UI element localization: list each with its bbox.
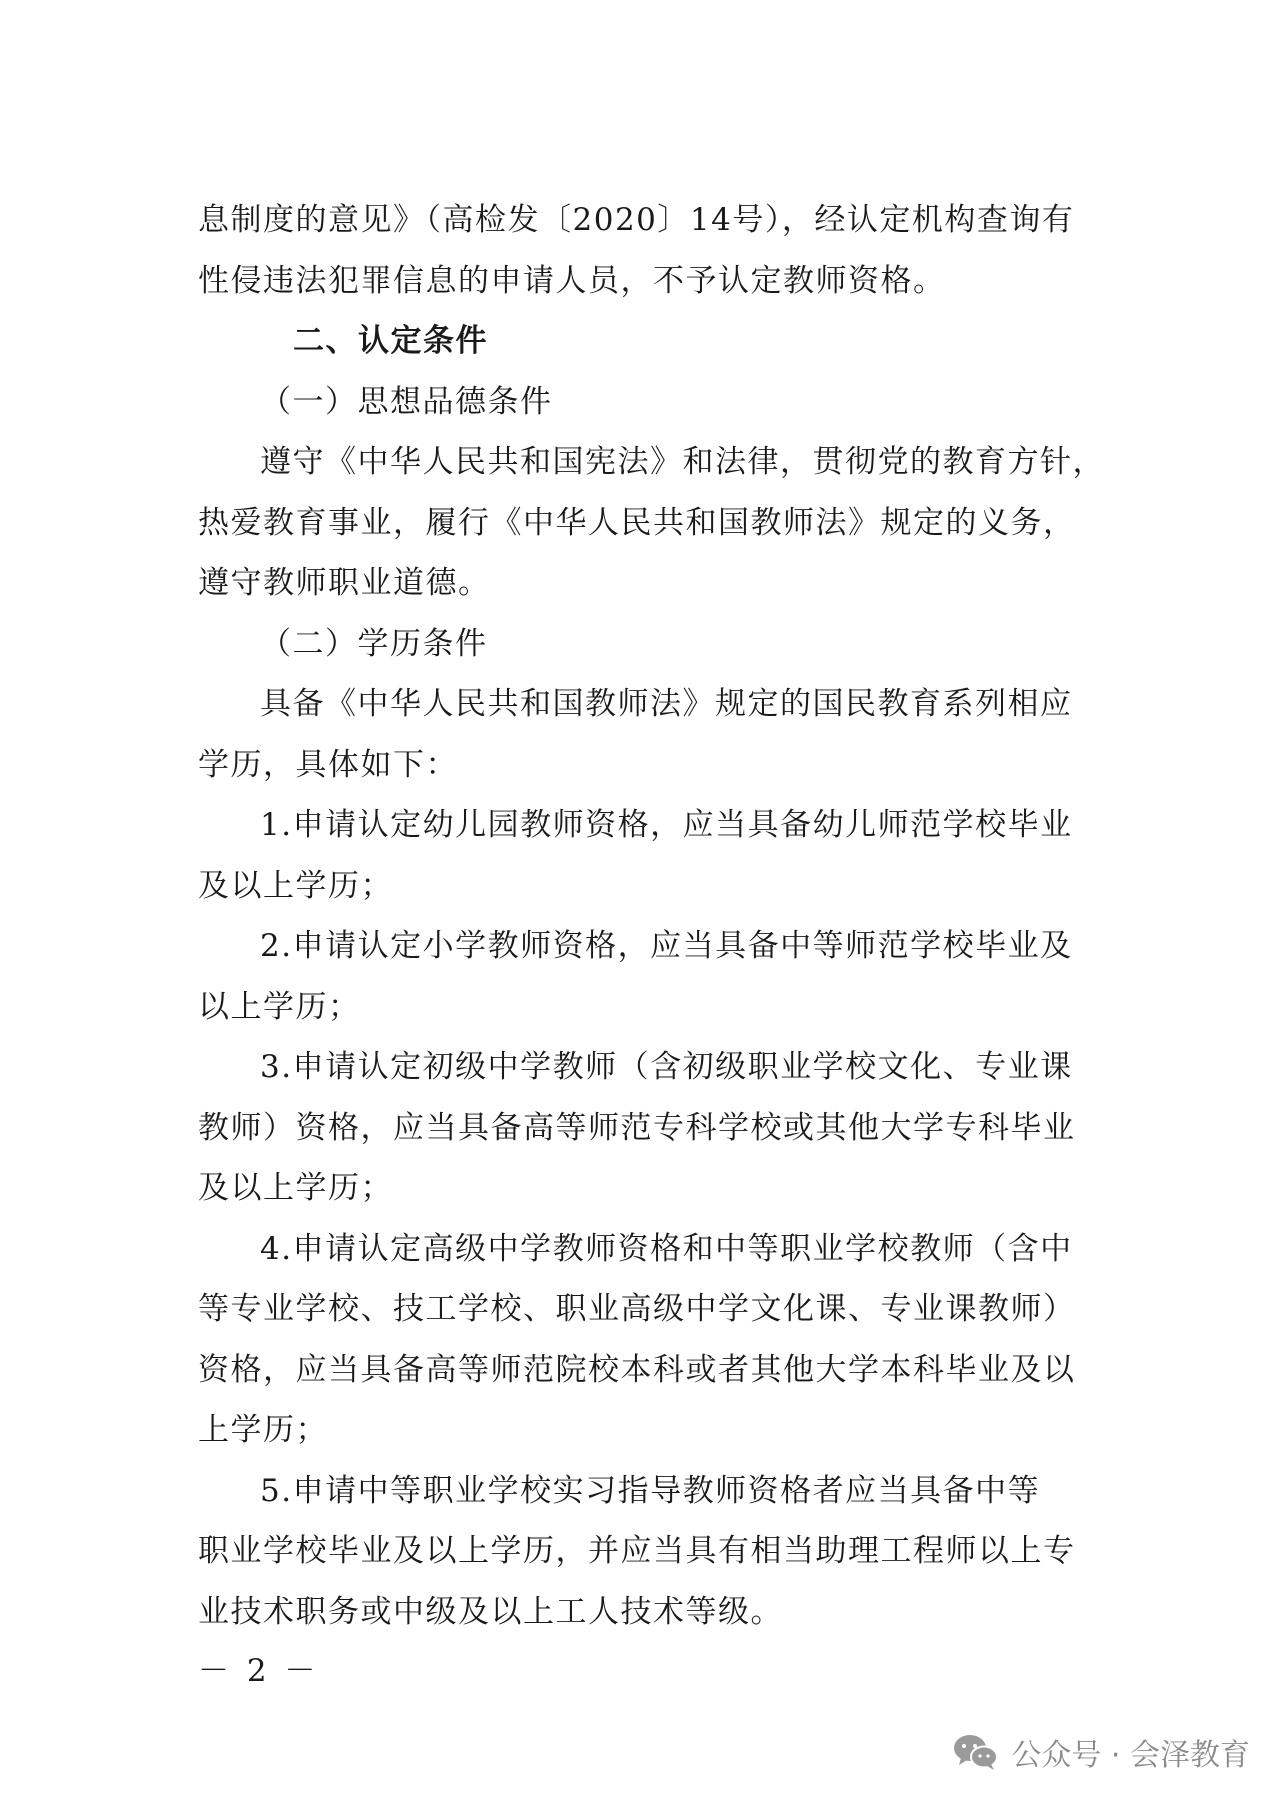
text-line: 热爱教育事业，履行《中华人民共和国教师法》规定的义务， (198, 504, 1076, 541)
list-item-line: 4.申请认定高级中学教师资格和中等职业学校教师（含中 (260, 1230, 1073, 1267)
page-number: － 2 － (198, 1653, 320, 1689)
watermark-text: 公众号 · 会泽教育 (1011, 1738, 1250, 1773)
list-item-line: 及以上学历； (198, 1170, 393, 1206)
text-line: 具备《中华人民共和国教师法》规定的国民教育系列相应 (260, 686, 1073, 722)
list-item-line: 及以上学历； (198, 867, 393, 904)
subsection-heading: （二）学历条件 (260, 625, 488, 662)
text-line: 遵守教师职业道德。 (198, 565, 491, 601)
list-item-line: 2.申请认定小学教师资格，应当具备中等师范学校毕业及 (260, 928, 1073, 964)
list-item-line: 职业学校毕业及以上学历，并应当具有相当助理工程师以上专 (198, 1533, 1076, 1569)
list-item-line: 资格，应当具备高等师范院校本科或者其他大学本科毕业及以 (198, 1351, 1076, 1388)
text-line: 息制度的意见》（高检发〔2020〕14号），经认定机构查询有 (198, 202, 1075, 238)
subsection-heading: （一）思想品德条件 (260, 383, 553, 420)
text-line: 性侵违法犯罪信息的申请人员，不予认定教师资格。 (198, 262, 946, 299)
section-heading: 二、认定条件 (293, 323, 488, 359)
list-item-line: 上学历； (198, 1412, 328, 1448)
list-item-line: 业技术职务或中级及以上工人技术等级。 (198, 1593, 783, 1630)
list-item-line: 1.申请认定幼儿园教师资格，应当具备幼儿师范学校毕业 (260, 807, 1073, 843)
list-item-line: 5.申请中等职业学校实习指导教师资格者应当具备中等 (260, 1472, 1041, 1509)
text-line: 遵守《中华人民共和国宪法》和法律，贯彻党的教育方针， (260, 444, 1105, 480)
list-item-line: 等专业学校、技工学校、职业高级中学文化课、专业课教师） (198, 1291, 1076, 1327)
watermark (951, 1726, 1250, 1778)
document-body (198, 190, 1105, 1642)
wechat-icon (951, 1732, 999, 1772)
list-item-line: 3.申请认定初级中学教师（含初级职业学校文化、专业课 (260, 1049, 1073, 1085)
list-item-line: 教师）资格，应当具备高等师范专科学校或其他大学专科毕业 (198, 1109, 1076, 1146)
list-item-line: 以上学历； (198, 988, 361, 1025)
text-line: 学历，具体如下： (198, 746, 458, 783)
